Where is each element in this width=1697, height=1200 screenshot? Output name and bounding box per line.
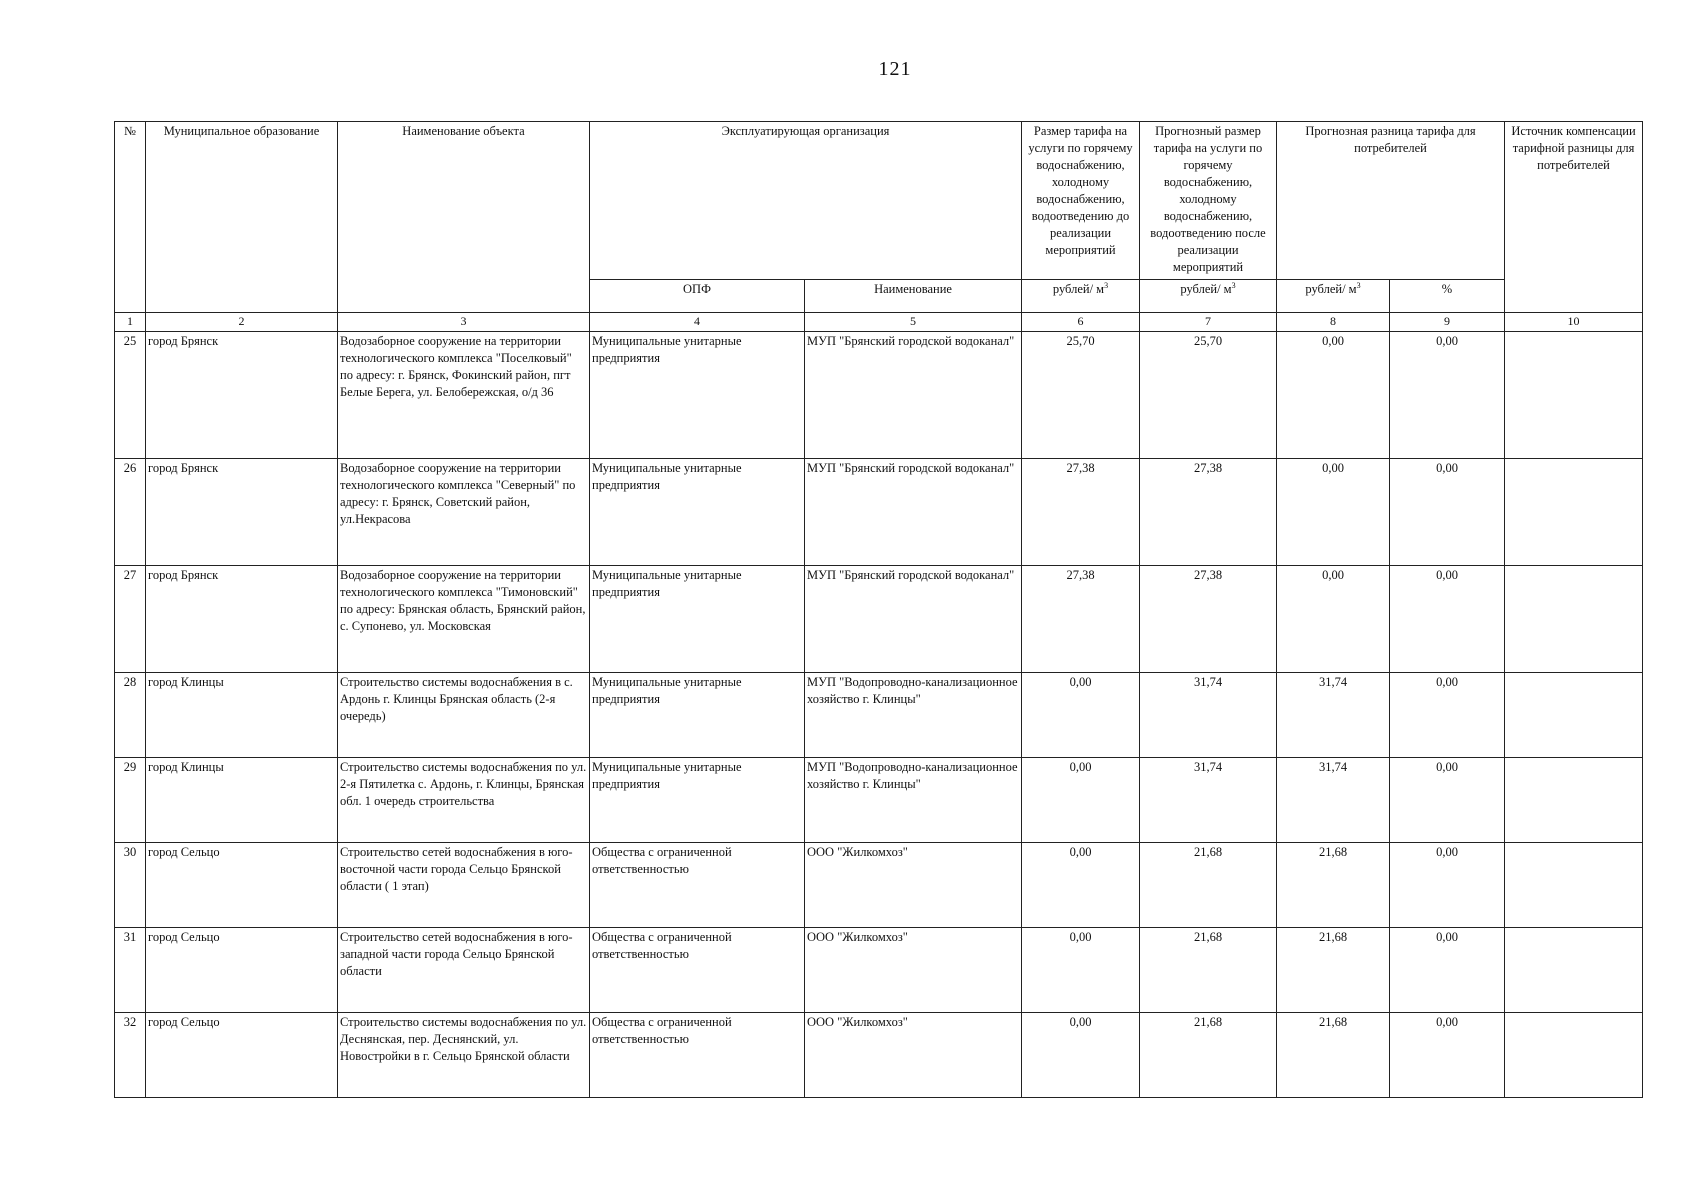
- row-percent: 0,00: [1390, 928, 1505, 1013]
- table-row: [115, 459, 1643, 566]
- header-unit-before: рублей/ $м^3$: [1022, 280, 1140, 313]
- header-percent: %: [1390, 280, 1505, 313]
- row-num: 30: [115, 843, 146, 928]
- column-number: 1: [115, 313, 146, 332]
- column-number: 5: [805, 313, 1022, 332]
- row-num: 32: [115, 1013, 146, 1098]
- header-tariff-before: Размер тарифа на услуги по горячему водоснабжению, холодному водоснабжению, водоотведению до реализации мероприятий: [1022, 122, 1140, 280]
- row-source: [1505, 1013, 1643, 1098]
- row-org: МУП "Брянский городской водоканал": [805, 566, 1022, 673]
- row-opf: Муниципальные унитарные предприятия: [590, 459, 805, 566]
- column-number: 10: [1505, 313, 1643, 332]
- row-num: 25: [115, 332, 146, 459]
- row-municipality: город Сельцо: [146, 928, 338, 1013]
- row-org: ООО "Жилкомхоз": [805, 843, 1022, 928]
- row-tariff-diff: 31,74: [1277, 758, 1390, 843]
- row-tariff-before: 0,00: [1022, 928, 1140, 1013]
- row-tariff-after: 27,38: [1140, 459, 1277, 566]
- row-object: Строительство системы водоснабжения по ул. 2-я Пятилетка с. Ардонь, г. Клинцы, Брянская обл. 1 очередь строительства: [338, 758, 590, 843]
- row-opf: Муниципальные унитарные предприятия: [590, 758, 805, 843]
- row-source: [1505, 332, 1643, 459]
- row-tariff-before: 0,00: [1022, 673, 1140, 758]
- row-tariff-after: 21,68: [1140, 1013, 1277, 1098]
- row-percent: 0,00: [1390, 673, 1505, 758]
- row-tariff-before: 27,38: [1022, 566, 1140, 673]
- row-opf: Общества с ограниченной ответственностью: [590, 1013, 805, 1098]
- row-tariff-after: 27,38: [1140, 566, 1277, 673]
- row-tariff-before: 0,00: [1022, 758, 1140, 843]
- row-municipality: город Клинцы: [146, 758, 338, 843]
- row-opf: Муниципальные унитарные предприятия: [590, 673, 805, 758]
- row-tariff-before: 0,00: [1022, 1013, 1140, 1098]
- row-percent: 0,00: [1390, 758, 1505, 843]
- row-percent: 0,00: [1390, 332, 1505, 459]
- column-number: 7: [1140, 313, 1277, 332]
- row-tariff-before: 27,38: [1022, 459, 1140, 566]
- header-row: [115, 122, 1643, 280]
- row-opf: Общества с ограниченной ответственностью: [590, 928, 805, 1013]
- header-tariff-diff: Прогнозная разница тарифа для потребителей: [1277, 122, 1505, 280]
- row-object: Строительство системы водоснабжения в с. Ардонь г. Клинцы Брянская область (2-я очередь): [338, 673, 590, 758]
- column-number: 8: [1277, 313, 1390, 332]
- table-row: [115, 566, 1643, 673]
- row-object: Водозаборное сооружение на территории технологического комплекса "Поселковый" по адресу: г. Брянск, Фокинский район, пгт Белые Берега, ул. Белобережская, о/д 36: [338, 332, 590, 459]
- row-num: 31: [115, 928, 146, 1013]
- row-source: [1505, 566, 1643, 673]
- row-municipality: город Сельцо: [146, 843, 338, 928]
- header-tariff-after: Прогнозный размер тарифа на услуги по горячему водоснабжению, холодному водоснабжению, водоотведению после реализации мероприятий: [1140, 122, 1277, 280]
- header-org-name: Наименование: [805, 280, 1022, 313]
- row-org: МУП "Водопроводно-канализационное хозяйство г. Клинцы": [805, 758, 1022, 843]
- row-org: ООО "Жилкомхоз": [805, 928, 1022, 1013]
- header-object-name: Наименование объекта: [338, 122, 590, 313]
- row-tariff-diff: 21,68: [1277, 1013, 1390, 1098]
- column-number: 3: [338, 313, 590, 332]
- row-tariff-after: 31,74: [1140, 673, 1277, 758]
- row-percent: 0,00: [1390, 459, 1505, 566]
- page-number: 121: [878, 58, 912, 80]
- row-object: Водозаборное сооружение на территории технологического комплекса "Северный" по адресу: г. Брянск, Советский район, ул.Некрасова: [338, 459, 590, 566]
- row-municipality: город Брянск: [146, 332, 338, 459]
- row-org: ООО "Жилкомхоз": [805, 1013, 1022, 1098]
- row-object: Строительство сетей водоснабжения в юго-восточной части города Сельцо Брянской области ( 1 этап): [338, 843, 590, 928]
- row-num: 28: [115, 673, 146, 758]
- row-source: [1505, 843, 1643, 928]
- column-number: 9: [1390, 313, 1505, 332]
- row-tariff-diff: 0,00: [1277, 459, 1390, 566]
- row-tariff-diff: 21,68: [1277, 928, 1390, 1013]
- table-row: [115, 928, 1643, 1013]
- column-number: 6: [1022, 313, 1140, 332]
- header-operator: Эксплуатирующая организация: [590, 122, 1022, 280]
- row-percent: 0,00: [1390, 843, 1505, 928]
- row-percent: 0,00: [1390, 566, 1505, 673]
- header-unit-diff: рублей/ $м^3$: [1277, 280, 1390, 313]
- row-tariff-diff: 31,74: [1277, 673, 1390, 758]
- row-municipality: город Брянск: [146, 459, 338, 566]
- row-opf: Муниципальные унитарные предприятия: [590, 332, 805, 459]
- row-tariff-before: 0,00: [1022, 843, 1140, 928]
- row-num: 29: [115, 758, 146, 843]
- row-tariff-before: 25,70: [1022, 332, 1140, 459]
- row-municipality: город Клинцы: [146, 673, 338, 758]
- row-tariff-after: 25,70: [1140, 332, 1277, 459]
- row-opf: Муниципальные унитарные предприятия: [590, 566, 805, 673]
- row-object: Строительство системы водоснабжения по ул. Деснянская, пер. Деснянский, ул. Новостройки в г. Сельцо Брянской области: [338, 1013, 590, 1098]
- row-tariff-after: 21,68: [1140, 843, 1277, 928]
- row-tariff-diff: 0,00: [1277, 566, 1390, 673]
- table-row: [115, 1013, 1643, 1098]
- table-row: [115, 758, 1643, 843]
- table-row: [115, 843, 1643, 928]
- row-opf: Общества с ограниченной ответственностью: [590, 843, 805, 928]
- row-source: [1505, 459, 1643, 566]
- row-tariff-after: 21,68: [1140, 928, 1277, 1013]
- row-municipality: город Брянск: [146, 566, 338, 673]
- header-compensation: Источник компенсации тарифной разницы для потребителей: [1505, 122, 1643, 313]
- column-number: 2: [146, 313, 338, 332]
- row-municipality: город Сельцо: [146, 1013, 338, 1098]
- row-org: МУП "Водопроводно-канализационное хозяйство г. Клинцы": [805, 673, 1022, 758]
- row-tariff-diff: 0,00: [1277, 332, 1390, 459]
- table-row: [115, 332, 1643, 459]
- row-tariff-diff: 21,68: [1277, 843, 1390, 928]
- tariff-table: [114, 121, 1643, 1098]
- row-source: [1505, 758, 1643, 843]
- row-source: [1505, 928, 1643, 1013]
- header-municipality: Муниципальное образование: [146, 122, 338, 313]
- column-number: 4: [590, 313, 805, 332]
- header-num: №: [115, 122, 146, 313]
- row-tariff-after: 31,74: [1140, 758, 1277, 843]
- row-org: МУП "Брянский городской водоканал": [805, 332, 1022, 459]
- row-object: Водозаборное сооружение на территории технологического комплекса "Тимоновский" по адресу: Брянская область, Брянский район, с. Супонево, ул. Московская: [338, 566, 590, 673]
- table-row: [115, 673, 1643, 758]
- header-opf: ОПФ: [590, 280, 805, 313]
- row-num: 27: [115, 566, 146, 673]
- column-number-row: [115, 313, 1643, 332]
- row-num: 26: [115, 459, 146, 566]
- row-source: [1505, 673, 1643, 758]
- header-unit-after: рублей/ $м^3$: [1140, 280, 1277, 313]
- row-object: Строительство сетей водоснабжения в юго-западной части города Сельцо Брянской области: [338, 928, 590, 1013]
- row-percent: 0,00: [1390, 1013, 1505, 1098]
- row-org: МУП "Брянский городской водоканал": [805, 459, 1022, 566]
